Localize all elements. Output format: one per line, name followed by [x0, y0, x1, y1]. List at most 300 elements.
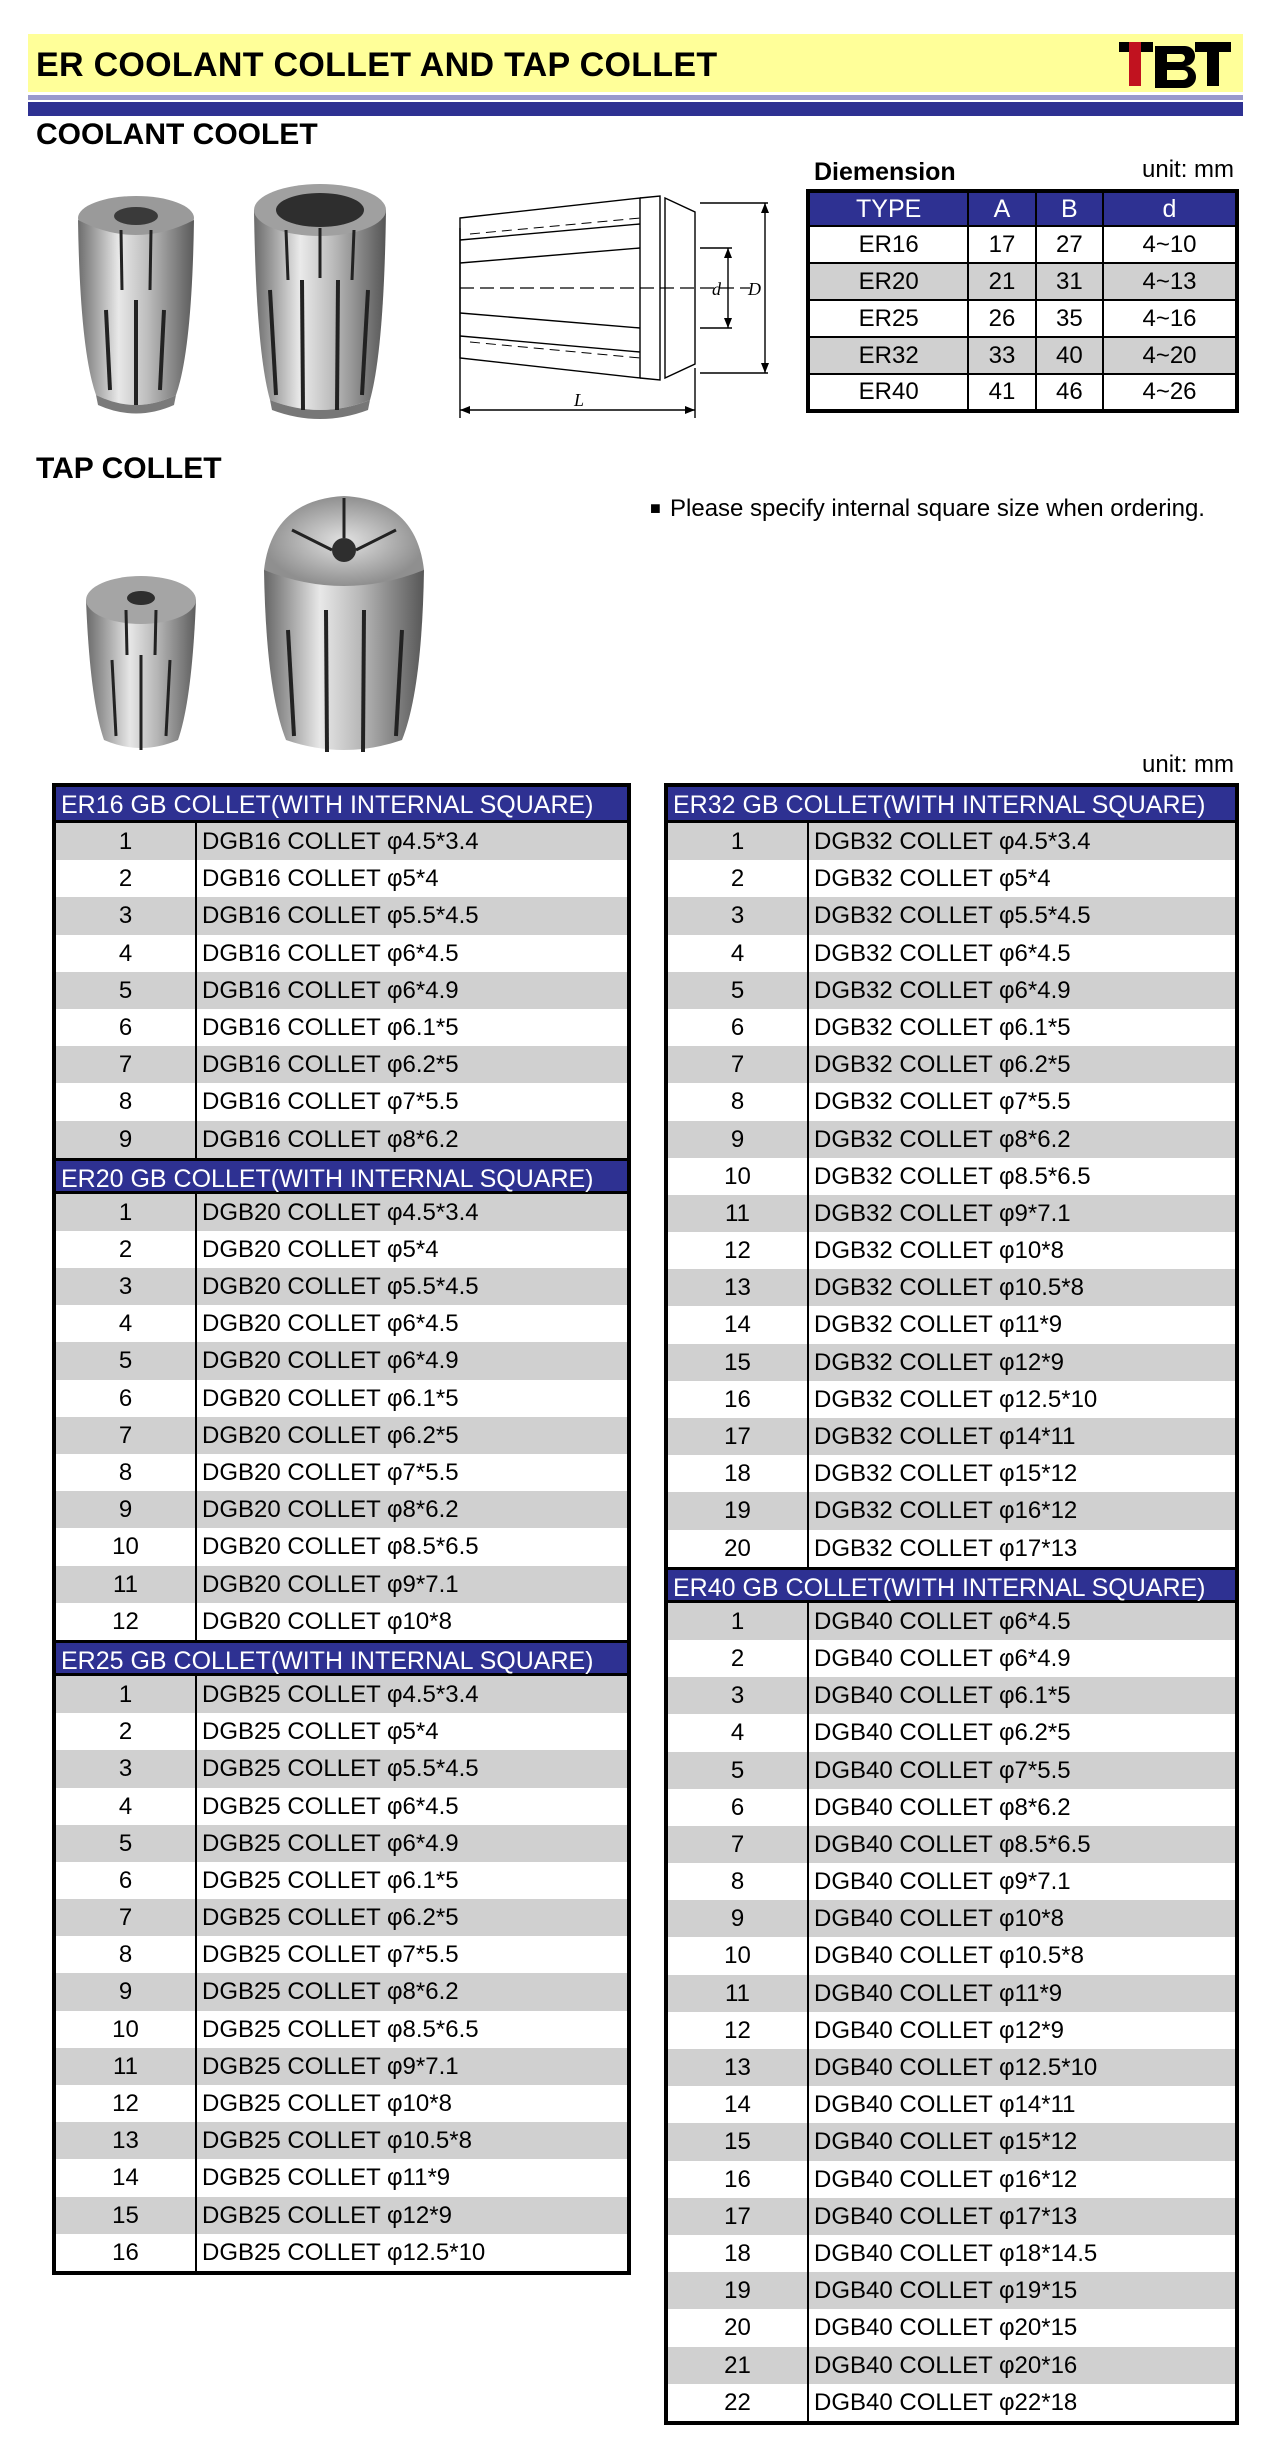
- header-bar: [28, 34, 1243, 92]
- table-row: [668, 1975, 1235, 2012]
- row-number: 7: [56, 1046, 197, 1083]
- table-row: [56, 1973, 627, 2010]
- table-row: [56, 823, 627, 860]
- row-description: DGB32 COLLET φ7*5.5: [814, 1088, 1071, 1116]
- row-number: 12: [668, 1232, 809, 1269]
- row-number: 6: [56, 1380, 197, 1417]
- table-row: [668, 972, 1235, 1009]
- row-number: 5: [668, 972, 809, 1009]
- row-description: DGB32 COLLET φ5*4: [814, 865, 1051, 893]
- row-description: DGB40 COLLET φ20*15: [814, 2314, 1078, 2342]
- collet-group-rows: [56, 823, 627, 1158]
- table-row: [56, 1009, 627, 1046]
- row-description: DGB40 COLLET φ6*4.9: [814, 1644, 1071, 1672]
- row-description: DGB20 COLLET φ8*6.2: [202, 1496, 459, 1524]
- dimension-row: [808, 337, 1237, 374]
- table-row: [668, 2235, 1235, 2272]
- dimension-row: [808, 300, 1237, 337]
- row-description: DGB25 COLLET φ4.5*3.4: [202, 1680, 479, 1708]
- dimension-cell: 17: [968, 226, 1035, 263]
- row-description: DGB40 COLLET φ17*13: [814, 2202, 1078, 2230]
- row-description: DGB40 COLLET φ7*5.5: [814, 1756, 1071, 1784]
- table-row: [56, 2048, 627, 2085]
- row-description: DGB16 COLLET φ6*4.5: [202, 939, 459, 967]
- row-number: 16: [668, 1381, 809, 1418]
- row-description: DGB25 COLLET φ11*9: [202, 2164, 451, 2192]
- collet-group: [668, 1567, 1235, 2421]
- row-number: 11: [56, 1566, 197, 1603]
- row-number: 17: [668, 1418, 809, 1455]
- row-number: 7: [668, 1046, 809, 1083]
- row-description: DGB40 COLLET φ8*6.2: [814, 1793, 1071, 1821]
- row-number: 6: [668, 1009, 809, 1046]
- row-number: 13: [668, 2049, 809, 2086]
- row-description: DGB40 COLLET φ11*9: [814, 1979, 1063, 2007]
- table-row: [668, 2161, 1235, 2198]
- table-row: [668, 1306, 1235, 1343]
- row-number: 19: [668, 1492, 809, 1529]
- row-number: 1: [56, 823, 197, 860]
- row-description: DGB32 COLLET φ15*12: [814, 1460, 1078, 1488]
- row-description: DGB16 COLLET φ6*4.9: [202, 976, 459, 1004]
- table-row: [668, 2049, 1235, 2086]
- dimension-header-a: A: [968, 191, 1035, 226]
- row-description: DGB25 COLLET φ6*4.5: [202, 1792, 459, 1820]
- dimension-cell: 40: [1036, 337, 1103, 374]
- tables-unit: unit: mm: [1142, 751, 1235, 778]
- row-number: 10: [668, 1158, 809, 1195]
- row-description: DGB16 COLLET φ5*4: [202, 865, 439, 893]
- row-number: 11: [56, 2048, 197, 2085]
- table-row: [668, 1900, 1235, 1937]
- table-row: [56, 2085, 627, 2122]
- row-description: DGB25 COLLET φ12.5*10: [202, 2238, 486, 2266]
- row-number: 3: [668, 1677, 809, 1714]
- row-description: DGB20 COLLET φ6.2*5: [202, 1421, 459, 1449]
- row-description: DGB40 COLLET φ19*15: [814, 2277, 1078, 2305]
- collet-group-rows: [56, 1194, 627, 1640]
- row-number: 21: [668, 2347, 809, 2384]
- row-description: DGB40 COLLET φ12.5*10: [814, 2054, 1098, 2081]
- bullet-icon: ■: [650, 498, 661, 518]
- tap-collet-small-photo: [76, 560, 206, 760]
- right-collet-table: [664, 783, 1239, 2425]
- row-description: DGB32 COLLET φ10.5*8: [814, 1274, 1084, 1302]
- row-description: DGB25 COLLET φ10*8: [202, 2090, 452, 2117]
- table-row: [668, 860, 1235, 897]
- row-number: 5: [56, 1342, 197, 1379]
- row-number: 10: [56, 2011, 197, 2048]
- table-row: [56, 897, 627, 934]
- dimension-cell: 4~26: [1103, 374, 1237, 411]
- row-description: DGB40 COLLET φ6*4.5: [814, 1607, 1071, 1635]
- row-number: 3: [668, 897, 809, 934]
- row-number: 8: [56, 1936, 197, 1973]
- row-description: DGB25 COLLET φ5.5*4.5: [202, 1755, 479, 1783]
- collet-group-rows: [668, 823, 1235, 1567]
- row-description: DGB25 COLLET φ9*7.1: [202, 2052, 459, 2080]
- row-number: 12: [668, 2012, 809, 2049]
- row-number: 20: [668, 1530, 809, 1567]
- table-row: [56, 1121, 627, 1158]
- row-description: DGB40 COLLET φ16*12: [814, 2165, 1078, 2193]
- row-description: DGB40 COLLET φ12*9: [814, 2016, 1064, 2044]
- row-number: 6: [56, 1862, 197, 1899]
- row-number: 9: [668, 1121, 809, 1158]
- coolant-collet-small-photo: [66, 190, 206, 430]
- row-description: DGB40 COLLET φ15*12: [814, 2128, 1078, 2156]
- table-row: [56, 2197, 627, 2234]
- row-number: 1: [668, 823, 809, 860]
- row-number: 14: [56, 2159, 197, 2196]
- row-description: DGB32 COLLET φ12*9: [814, 1348, 1064, 1376]
- table-row: [56, 1083, 627, 1120]
- row-description: DGB40 COLLET φ18*14.5: [814, 2239, 1098, 2267]
- row-number: 6: [56, 1009, 197, 1046]
- table-row: [668, 823, 1235, 860]
- dimension-cell: 4~13: [1103, 263, 1237, 300]
- table-row: [668, 1752, 1235, 1789]
- row-number: 13: [56, 2122, 197, 2159]
- table-row: [668, 1232, 1235, 1269]
- row-description: DGB25 COLLET φ6.2*5: [202, 1904, 459, 1932]
- collet-group-title: ER32 GB COLLET(WITH INTERNAL SQUARE): [668, 787, 1235, 823]
- collet-group-rows: [668, 1603, 1235, 2421]
- row-number: 1: [56, 1194, 197, 1231]
- table-row: [668, 1530, 1235, 1567]
- row-description: DGB32 COLLET φ14*11: [814, 1423, 1076, 1450]
- row-description: DGB40 COLLET φ10*8: [814, 1905, 1064, 1933]
- diagram-label-d: d: [712, 279, 721, 299]
- table-row: [56, 1603, 627, 1640]
- table-row: [668, 1492, 1235, 1529]
- row-description: DGB20 COLLET φ5*4: [202, 1235, 439, 1263]
- row-description: DGB32 COLLET φ4.5*3.4: [814, 828, 1091, 855]
- row-number: 1: [56, 1676, 197, 1713]
- row-number: 4: [668, 935, 809, 972]
- dimension-cell: 46: [1036, 374, 1103, 411]
- row-description: DGB25 COLLET φ7*5.5: [202, 1941, 459, 1969]
- row-description: DGB20 COLLET φ7*5.5: [202, 1459, 459, 1486]
- table-row: [56, 1862, 627, 1899]
- dimension-cell: ER25: [808, 300, 968, 337]
- table-row: [668, 2384, 1235, 2421]
- dimension-cell: ER16: [808, 226, 968, 263]
- tap-section-title: TAP COLLET: [36, 452, 222, 485]
- row-description: DGB32 COLLET φ12.5*10: [814, 1385, 1098, 1413]
- header-rule: [28, 102, 1243, 116]
- row-number: 20: [668, 2309, 809, 2346]
- row-number: 9: [668, 1900, 809, 1937]
- row-description: DGB32 COLLET φ11*9: [814, 1311, 1063, 1339]
- row-description: DGB40 COLLET φ9*7.1: [814, 1868, 1071, 1896]
- table-row: [668, 1046, 1235, 1083]
- table-row: [668, 2198, 1235, 2235]
- dimension-cell: 26: [968, 300, 1035, 337]
- table-row: [668, 2012, 1235, 2049]
- table-row: [668, 1083, 1235, 1120]
- dimension-cell: ER32: [808, 337, 968, 374]
- row-description: DGB32 COLLET φ6.1*5: [814, 1013, 1071, 1041]
- tap-note-text: Please specify internal square size when ordering.: [670, 495, 1205, 522]
- table-row: [56, 2011, 627, 2048]
- row-description: DGB16 COLLET φ4.5*3.4: [202, 828, 479, 855]
- dimension-cell: 41: [968, 374, 1035, 411]
- table-row: [56, 2159, 627, 2196]
- table-row: [668, 1826, 1235, 1863]
- row-number: 9: [56, 1121, 197, 1158]
- row-number: 10: [56, 1528, 197, 1565]
- row-number: 2: [56, 1713, 197, 1750]
- collet-group-title: ER16 GB COLLET(WITH INTERNAL SQUARE): [56, 787, 627, 823]
- row-description: DGB40 COLLET φ14*11: [814, 2091, 1076, 2119]
- row-number: 11: [668, 1975, 809, 2012]
- row-number: 3: [56, 1750, 197, 1787]
- table-row: [56, 1417, 627, 1454]
- row-description: DGB16 COLLET φ6.1*5: [202, 1013, 459, 1041]
- table-row: [668, 1677, 1235, 1714]
- dimension-row: [808, 263, 1237, 300]
- table-row: [56, 1194, 627, 1231]
- row-number: 18: [668, 1455, 809, 1492]
- row-description: DGB32 COLLET φ6*4.5: [814, 939, 1071, 967]
- table-row: [56, 1936, 627, 1973]
- row-description: DGB25 COLLET φ5*4: [202, 1718, 439, 1746]
- table-row: [56, 1528, 627, 1565]
- row-number: 12: [56, 2085, 197, 2122]
- row-description: DGB20 COLLET φ6*4.9: [202, 1347, 459, 1375]
- dimension-header-row: [808, 191, 1237, 226]
- table-row: [56, 1305, 627, 1342]
- row-description: DGB25 COLLET φ10.5*8: [202, 2127, 472, 2155]
- row-number: 2: [56, 1231, 197, 1268]
- row-description: DGB40 COLLET φ8.5*6.5: [814, 1830, 1091, 1858]
- row-number: 15: [668, 2123, 809, 2160]
- table-row: [56, 1899, 627, 1936]
- row-number: 4: [668, 1714, 809, 1751]
- row-number: 14: [668, 1306, 809, 1343]
- dimension-unit: unit: mm: [1142, 156, 1235, 183]
- row-number: 9: [56, 1491, 197, 1528]
- table-row: [668, 1455, 1235, 1492]
- row-description: DGB40 COLLET φ10.5*8: [814, 1942, 1084, 1970]
- row-description: DGB32 COLLET φ8*6.2: [814, 1125, 1071, 1153]
- table-row: [56, 1788, 627, 1825]
- table-row: [56, 1713, 627, 1750]
- dimension-row: [808, 374, 1237, 411]
- table-row: [668, 2272, 1235, 2309]
- table-row: [668, 1640, 1235, 1677]
- row-number: 12: [56, 1603, 197, 1640]
- row-number: 8: [668, 1863, 809, 1900]
- row-number: 9: [56, 1973, 197, 2010]
- table-row: [56, 1825, 627, 1862]
- row-description: DGB20 COLLET φ6*4.5: [202, 1310, 459, 1338]
- row-number: 5: [56, 972, 197, 1009]
- row-description: DGB16 COLLET φ8*6.2: [202, 1125, 459, 1153]
- table-row: [668, 2309, 1235, 2346]
- row-number: 8: [56, 1083, 197, 1120]
- table-row: [56, 1566, 627, 1603]
- table-row: [668, 1418, 1235, 1455]
- row-description: DGB32 COLLET φ8.5*6.5: [814, 1162, 1091, 1190]
- diagram-label-L: L: [574, 390, 585, 410]
- dimension-row: [808, 226, 1237, 263]
- row-number: 7: [56, 1417, 197, 1454]
- dimension-cell: 4~10: [1103, 226, 1237, 263]
- row-description: DGB40 COLLET φ22*18: [814, 2388, 1078, 2416]
- row-number: 2: [668, 1640, 809, 1677]
- row-number: 15: [56, 2197, 197, 2234]
- row-number: 19: [668, 2272, 809, 2309]
- row-description: DGB16 COLLET φ5.5*4.5: [202, 902, 479, 930]
- row-description: DGB40 COLLET φ6.2*5: [814, 1719, 1071, 1747]
- row-number: 2: [668, 860, 809, 897]
- table-row: [56, 1268, 627, 1305]
- row-number: 18: [668, 2235, 809, 2272]
- table-row: [668, 1009, 1235, 1046]
- row-number: 7: [56, 1899, 197, 1936]
- tap-collet-large-photo: [252, 490, 437, 760]
- collet-group-title: ER20 GB COLLET(WITH INTERNAL SQUARE): [56, 1158, 627, 1194]
- row-number: 10: [668, 1937, 809, 1974]
- row-number: 2: [56, 860, 197, 897]
- dimension-label: Diemension: [814, 158, 956, 186]
- table-row: [668, 2347, 1235, 2384]
- row-number: 15: [668, 1344, 809, 1381]
- dimension-cell: ER20: [808, 263, 968, 300]
- table-row: [668, 897, 1235, 934]
- row-number: 3: [56, 897, 197, 934]
- table-row: [668, 2123, 1235, 2160]
- dimension-header-b: B: [1036, 191, 1103, 226]
- row-number: 16: [56, 2234, 197, 2271]
- table-row: [56, 860, 627, 897]
- row-number: 6: [668, 1789, 809, 1826]
- row-description: DGB40 COLLET φ6.1*5: [814, 1682, 1071, 1710]
- row-number: 11: [668, 1195, 809, 1232]
- table-row: [56, 1491, 627, 1528]
- row-description: DGB20 COLLET φ9*7.1: [202, 1570, 459, 1598]
- table-row: [668, 1937, 1235, 1974]
- row-number: 3: [56, 1268, 197, 1305]
- table-row: [56, 1046, 627, 1083]
- table-row: [668, 1863, 1235, 1900]
- table-row: [56, 1231, 627, 1268]
- table-row: [56, 972, 627, 1009]
- table-row: [668, 1789, 1235, 1826]
- coolant-collet-large-photo: [240, 170, 400, 430]
- collet-group: [668, 787, 1235, 1567]
- row-description: DGB32 COLLET φ16*12: [814, 1497, 1078, 1525]
- dimension-cell: ER40: [808, 374, 968, 411]
- left-collet-table: [52, 783, 631, 2275]
- table-row: [56, 2122, 627, 2159]
- dimension-header-type: TYPE: [808, 191, 968, 226]
- table-row: [668, 1195, 1235, 1232]
- dimension-table: [806, 189, 1239, 413]
- table-row: [668, 1344, 1235, 1381]
- row-number: 13: [668, 1269, 809, 1306]
- tbt-logo: [1115, 38, 1235, 90]
- table-row: [668, 2086, 1235, 2123]
- row-description: DGB20 COLLET φ4.5*3.4: [202, 1198, 479, 1226]
- table-row: [56, 1676, 627, 1713]
- row-description: DGB20 COLLET φ8.5*6.5: [202, 1533, 479, 1561]
- row-number: 4: [56, 1788, 197, 1825]
- collet-group: [56, 1158, 627, 1640]
- row-number: 14: [668, 2086, 809, 2123]
- row-number: 17: [668, 2198, 809, 2235]
- row-description: DGB16 COLLET φ7*5.5: [202, 1088, 459, 1116]
- collet-group-rows: [56, 1676, 627, 2271]
- table-row: [668, 1121, 1235, 1158]
- tap-note: [650, 490, 1210, 527]
- row-description: DGB20 COLLET φ6.1*5: [202, 1384, 459, 1412]
- coolant-collet-diagram: [450, 188, 780, 428]
- coolant-section-title: COOLANT COOLET: [36, 118, 318, 151]
- row-number: 4: [56, 1305, 197, 1342]
- row-description: DGB16 COLLET φ6.2*5: [202, 1051, 459, 1079]
- row-number: 5: [668, 1752, 809, 1789]
- row-description: DGB32 COLLET φ10*8: [814, 1237, 1064, 1265]
- row-description: DGB32 COLLET φ5.5*4.5: [814, 902, 1091, 930]
- row-description: DGB20 COLLET φ5.5*4.5: [202, 1273, 479, 1301]
- table-row: [56, 1454, 627, 1491]
- row-number: 7: [668, 1826, 809, 1863]
- row-number: 4: [56, 935, 197, 972]
- header-rule-light: [28, 95, 1243, 100]
- table-row: [56, 935, 627, 972]
- row-number: 8: [668, 1083, 809, 1120]
- row-description: DGB25 COLLET φ8.5*6.5: [202, 2015, 479, 2043]
- dimension-cell: 4~20: [1103, 337, 1237, 374]
- collet-group: [56, 787, 627, 1158]
- row-number: 22: [668, 2384, 809, 2421]
- table-row: [668, 1603, 1235, 1640]
- collet-group-title: ER25 GB COLLET(WITH INTERNAL SQUARE): [56, 1640, 627, 1676]
- row-description: DGB25 COLLET φ12*9: [202, 2201, 452, 2229]
- table-row: [56, 1342, 627, 1379]
- row-number: 5: [56, 1825, 197, 1862]
- table-row: [668, 1381, 1235, 1418]
- row-description: DGB25 COLLET φ6.1*5: [202, 1866, 459, 1894]
- row-number: 8: [56, 1454, 197, 1491]
- dimension-cell: 4~16: [1103, 300, 1237, 337]
- table-row: [56, 1380, 627, 1417]
- table-row: [668, 935, 1235, 972]
- row-description: DGB32 COLLET φ9*7.1: [814, 1199, 1071, 1227]
- dimension-cell: 27: [1036, 226, 1103, 263]
- row-number: 16: [668, 2161, 809, 2198]
- table-row: [668, 1714, 1235, 1751]
- dimension-cell: 31: [1036, 263, 1103, 300]
- row-description: DGB20 COLLET φ10*8: [202, 1607, 452, 1635]
- row-number: 1: [668, 1603, 809, 1640]
- dimension-cell: 21: [968, 263, 1035, 300]
- row-description: DGB32 COLLET φ6.2*5: [814, 1051, 1071, 1079]
- table-row: [56, 1750, 627, 1787]
- row-description: DGB25 COLLET φ8*6.2: [202, 1978, 459, 2006]
- diagram-label-D: D: [748, 279, 761, 299]
- page-title: ER COOLANT COLLET AND TAP COLLET: [36, 46, 718, 84]
- collet-group-title: ER40 GB COLLET(WITH INTERNAL SQUARE): [668, 1567, 1235, 1603]
- row-description: DGB40 COLLET φ20*16: [814, 2351, 1078, 2379]
- row-description: DGB32 COLLET φ6*4.9: [814, 976, 1071, 1004]
- table-row: [56, 2234, 627, 2271]
- row-description: DGB32 COLLET φ17*13: [814, 1534, 1078, 1562]
- row-description: DGB25 COLLET φ6*4.9: [202, 1829, 459, 1857]
